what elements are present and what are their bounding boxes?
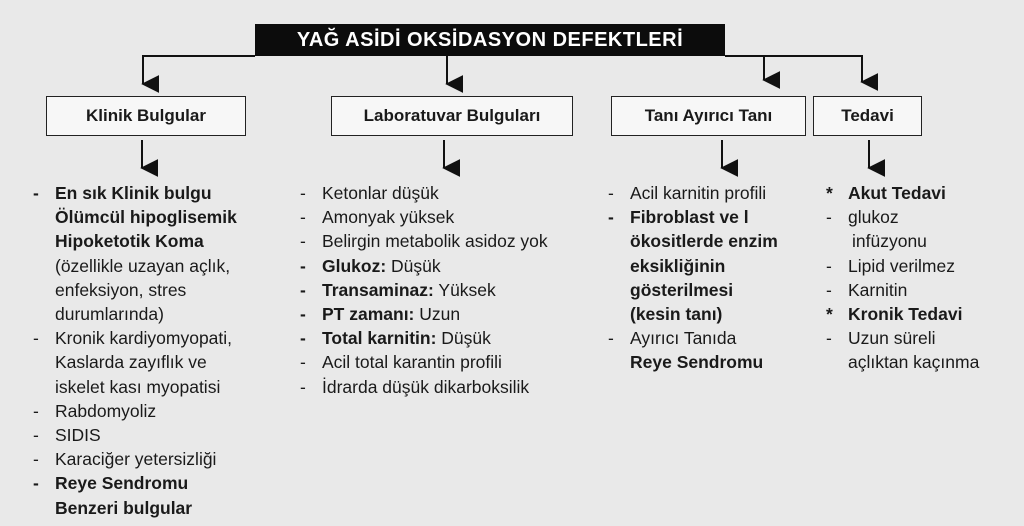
item-line: eksikliğinin: [630, 255, 726, 276]
item-label: Glukoz:: [322, 255, 387, 276]
bullet-marker: -: [33, 473, 39, 494]
item-value: Yüksek: [433, 279, 496, 300]
bullet-marker: -: [33, 449, 39, 470]
item-line: glukoz: [848, 207, 899, 228]
item-label: Total karnitin:: [322, 328, 437, 349]
bullet-marker: -: [300, 255, 306, 276]
item-line: gösterilmesi: [630, 279, 734, 300]
list-item: [826, 205, 979, 253]
bullet-marker: -: [300, 376, 306, 397]
item-text: Ketonlar düşük: [322, 183, 439, 203]
item-text: Amonyak yüksek: [322, 207, 455, 228]
bullet-marker: -: [33, 400, 39, 421]
item-line: Rabdomyoliz: [55, 400, 157, 421]
list-item: [300, 254, 548, 278]
item-line: SIDIS: [55, 425, 101, 446]
column-laboratuvar: [300, 181, 548, 399]
item-line: durumlarında): [55, 304, 164, 325]
item-line: Lipid verilmez: [848, 255, 955, 276]
list-item: [33, 399, 237, 423]
bullet-marker: -: [33, 183, 39, 203]
item-text: İdrarda düşük dikarboksilik: [322, 376, 530, 397]
column-klinik: [33, 181, 237, 520]
list-item: [826, 254, 979, 278]
item-line: Benzeri bulgular: [55, 497, 193, 518]
list-item: [300, 375, 548, 399]
item-text: Belirgin metabolik asidoz yok: [322, 231, 548, 252]
item-line: Fibroblast ve l: [630, 207, 749, 228]
bullet-marker: -: [826, 328, 832, 349]
list-item: [608, 326, 778, 374]
item-line: ökositlerde enzim: [630, 231, 778, 252]
bullet-marker: -: [300, 207, 306, 228]
item-line: En sık Klinik bulgu: [55, 183, 212, 203]
item-line: Ayırıcı Tanıda: [630, 328, 737, 349]
connector-left: [143, 56, 255, 84]
item-line: Akut Tedavi: [848, 183, 946, 203]
item-line: açlıktan kaçınma: [848, 352, 980, 373]
diagram-title: YAĞ ASİDİ OKSİDASYON DEFEKTLERİ: [255, 24, 725, 56]
list-item: [33, 447, 237, 471]
bullet-marker: -: [826, 255, 832, 276]
category-klinik-bulgular: Klinik Bulgular: [46, 96, 246, 136]
item-value: Düşük: [436, 328, 491, 349]
item-line: Kaslarda zayıflık ve: [55, 352, 207, 373]
list-item: [300, 302, 548, 326]
bullet-marker: -: [300, 352, 306, 373]
list-item: [300, 326, 548, 350]
item-line: Karnitin: [848, 279, 908, 300]
bullet-marker: -: [300, 231, 306, 252]
item-value: Düşük: [386, 255, 441, 276]
bullet-marker: -: [826, 207, 832, 228]
list-item: [826, 278, 979, 302]
list-item: [608, 205, 778, 326]
list-item: [826, 302, 979, 326]
item-line: infüzyonu: [852, 231, 927, 252]
column-tani: [608, 181, 778, 375]
item-line: Ölümcül hipoglisemik: [55, 207, 237, 228]
list-item: [300, 278, 548, 302]
item-line: Kronik kardiyomyopati,: [55, 328, 233, 349]
list-item: [300, 350, 548, 374]
item-label: Transaminaz:: [322, 279, 434, 300]
item-line: Karaciğer yetersizliği: [55, 449, 217, 470]
category-laboratuvar-bulgulari: Laboratuvar Bulguları: [331, 96, 573, 136]
item-text: Acil total karantin profili: [322, 352, 502, 373]
item-line: enfeksiyon, stres: [55, 279, 187, 300]
bullet-marker: -: [33, 328, 39, 349]
item-line: Acil karnitin profili: [630, 183, 767, 203]
bullet-marker: -: [33, 425, 39, 446]
list-item: [33, 423, 237, 447]
bullet-marker: -: [608, 183, 614, 203]
list-item: [300, 181, 548, 205]
list-item: [826, 326, 979, 374]
connector-right: [725, 56, 862, 82]
bullet-marker: -: [608, 328, 614, 349]
column-tedavi: [826, 181, 979, 375]
list-item: [33, 326, 237, 399]
list-item: [33, 181, 237, 326]
list-item: [300, 229, 548, 253]
bullet-marker: -: [826, 279, 832, 300]
item-value: Uzun: [414, 304, 461, 325]
category-tani-ayirici-tani: Tanı Ayırıcı Tanı: [611, 96, 806, 136]
item-line: Uzun süreli: [848, 328, 936, 349]
bullet-marker: *: [826, 183, 833, 203]
item-line: iskelet kası myopatisi: [55, 376, 221, 397]
item-line: Kronik Tedavi: [848, 304, 963, 325]
bullet-marker: -: [300, 279, 306, 300]
list-item: [33, 471, 237, 519]
item-line: Reye Sendromu: [630, 352, 764, 373]
item-line: (kesin tanı): [630, 304, 723, 325]
bullet-marker: -: [300, 183, 306, 203]
bullet-marker: -: [300, 328, 306, 349]
bullet-marker: -: [300, 304, 306, 325]
item-line: Reye Sendromu: [55, 473, 189, 494]
item-line: (özellikle uzayan açlık,: [55, 255, 231, 276]
bullet-marker: *: [826, 304, 833, 325]
list-item: [826, 181, 979, 205]
category-tedavi: Tedavi: [813, 96, 922, 136]
item-label: PT zamanı:: [322, 304, 415, 325]
bullet-marker: -: [608, 207, 614, 228]
list-item: [608, 181, 778, 205]
item-line: Hipoketotik Koma: [55, 231, 204, 252]
list-item: [300, 205, 548, 229]
